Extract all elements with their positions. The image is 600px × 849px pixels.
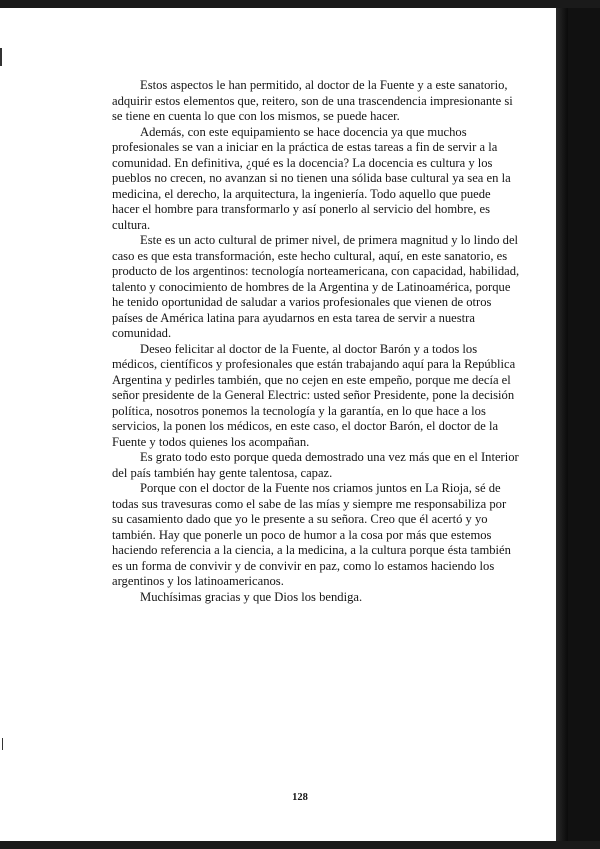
scan-border-top xyxy=(0,0,600,8)
paragraph: Porque con el doctor de la Fuente nos criamos juntos en La Rioja, sé de todas sus travesuras como el sabe de las mías y siempre me responsabiliza por su casamiento dado que yo le presente a su señora. Creo que él acertó y yo también. Hay que ponerle un poco de humor a la cosa por más que estemos haciendo referencia a la ciencia, a la medicina, a la cultura porque ésta también es un forma de convivir y de convivir en paz, como lo estamos haciendo los argentinos y los latinoamericanos. xyxy=(112,481,511,588)
scan-shadow-right xyxy=(556,0,568,849)
document-body xyxy=(112,78,520,605)
page-number: 128 xyxy=(292,792,308,803)
paragraph: Muchísimas gracias y que Dios los bendiga. xyxy=(140,589,363,604)
paragraph: Estos aspectos le han permitido, al doctor de la Fuente y a este sanatorio, adquirir estos elementos que, reitero, son de una trascendencia impresionante si se tiene en cuenta lo que con los mismos, se puede hacer. xyxy=(112,78,513,123)
scan-border-bottom xyxy=(0,841,600,849)
paragraph: Este es un acto cultural de primer nivel, de primera magnitud y lo lindo del caso es que esta transformación, este hecho cultural, aquí, en este sanatorio, es producto de los argentinos: tecnología norteamericana, con capacidad, habilidad, talento y conocimiento de hombres de la Argentina y de Latinoamérica, porque he tenido oportunidad de saludar a varios profesionales que vienen de otros países de América latina para ayudarnos en esta tarea de servir a nuestra comunidad. xyxy=(112,233,520,340)
paragraph: Deseo felicitar al doctor de la Fuente, al doctor Barón y a todos los médicos, científicos y profesionales que están trabajando aquí para la República Argentina y pedirles también, que no cejen en este empeño, porque me decía el señor presidente de la General Electric: usted señor Presidente, pone la decisión política, nosotros ponemos la tecnología y la garantía, en lo que hace a los servicios, la ponen los médicos, en este caso, el doctor Barón, el doctor de la Fuente y todos quienes los acompañan. xyxy=(112,341,516,449)
paragraph: Es grato todo esto porque queda demostrado una vez más que en el Interior del país también hay gente talentosa, capaz. xyxy=(112,450,519,480)
paragraph: Además, con este equipamiento se hace docencia ya que muchos profesionales se van a iniciar en la práctica de estas tareas a fin de servir a la comunidad. En definitiva, ¿qué es la docencia? La docencia es cultura y los pueblos no crecen, no avanzan si no tienen una sólida base cultural ya sea en la medicina, el derecho, la arquitectura, la ingeniería. Todo aquello que puede hacer el hombre para transformarlo y así ponerlo al servicio del hombre, es cultura. xyxy=(112,124,511,232)
scan-edge-mark xyxy=(2,738,3,750)
scan-edge-mark xyxy=(0,48,2,66)
